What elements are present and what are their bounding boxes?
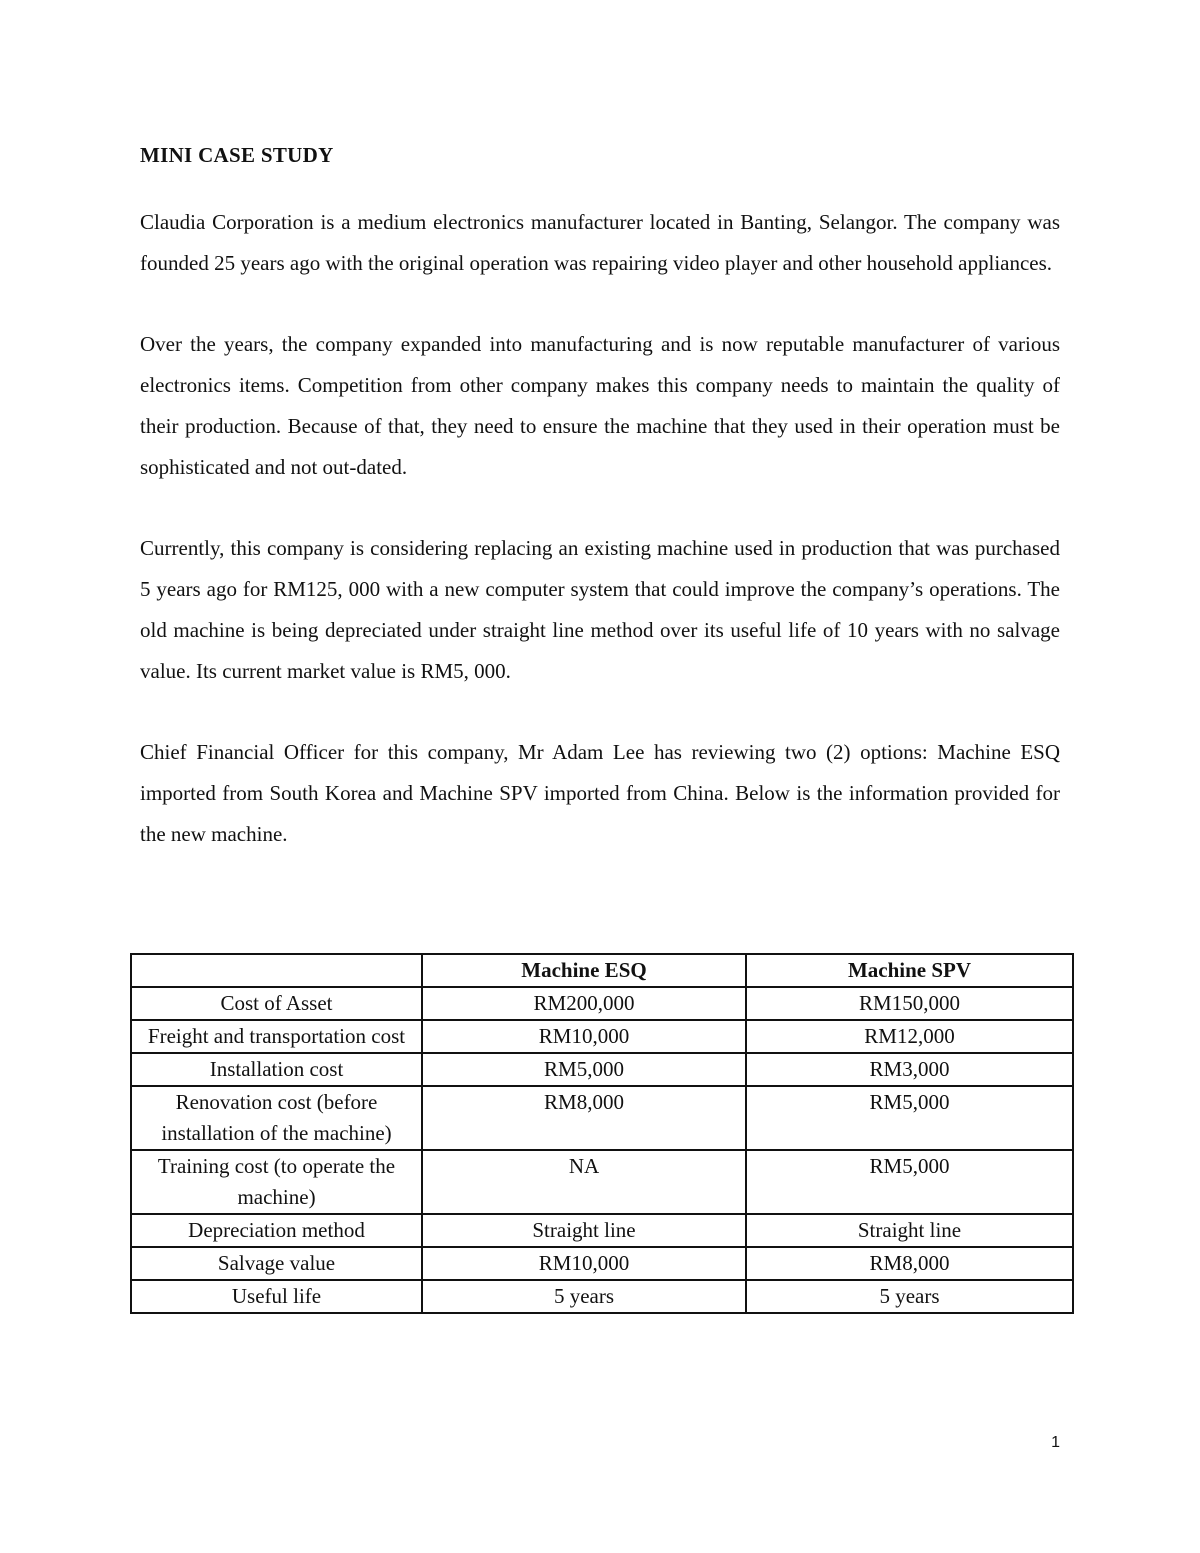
page-number: 1 — [1051, 1434, 1060, 1451]
row-label: Training cost (to operate the machine) — [131, 1150, 422, 1214]
spv-value: RM12,000 — [746, 1020, 1073, 1053]
row-label: Installation cost — [131, 1053, 422, 1086]
table-row — [131, 987, 1073, 1020]
table-row — [131, 1150, 1073, 1214]
esq-value: NA — [422, 1150, 746, 1214]
esq-value: RM5,000 — [422, 1053, 746, 1086]
esq-value: Straight line — [422, 1214, 746, 1247]
paragraph-company-growth: Over the years, the company expanded into manufacturing and is now reputable manufacturer of various electronics items. Competition from other company makes this company needs to maintain the quality of their production. Because of that, they need to ensure the machine that they used in their operation must be sophisticated and not out-dated. — [140, 332, 1060, 479]
paragraph-options: Chief Financial Officer for this company, Mr Adam Lee has reviewing two (2) options: Machine ESQ imported from South Korea and Machine SPV imported from China. Below is the information provided for the new machine. — [140, 740, 1060, 846]
table-row — [131, 1214, 1073, 1247]
spv-value: 5 years — [746, 1280, 1073, 1313]
esq-value: RM200,000 — [422, 987, 746, 1020]
esq-value: 5 years — [422, 1280, 746, 1313]
paragraph-company-intro: Claudia Corporation is a medium electronics manufacturer located in Banting, Selangor. The company was founded 25 years ago with the original operation was repairing video player and other household appliances. — [140, 210, 1060, 275]
esq-value: RM8,000 — [422, 1086, 746, 1150]
table-row — [131, 1247, 1073, 1280]
paragraph-replacement-decision: Currently, this company is considering replacing an existing machine used in production that was purchased 5 years ago for RM125, 000 with a new computer system that could improve the company’s operations. The old machine is being depreciated under straight line method over its useful life of 10 years with no salvage value. Its current market value is RM5, 000. — [140, 536, 1060, 683]
row-label: Depreciation method — [131, 1214, 422, 1247]
table-header-machine-esq: Machine ESQ — [422, 954, 746, 987]
table-row — [131, 1020, 1073, 1053]
row-label: Renovation cost (before installation of the machine) — [131, 1086, 422, 1150]
spv-value: RM5,000 — [746, 1086, 1073, 1150]
spv-value: RM150,000 — [746, 987, 1073, 1020]
spv-value: RM5,000 — [746, 1150, 1073, 1214]
esq-value: RM10,000 — [422, 1247, 746, 1280]
row-label: Salvage value — [131, 1247, 422, 1280]
document-body — [140, 138, 1060, 895]
esq-value: RM10,000 — [422, 1020, 746, 1053]
table-row — [131, 1280, 1073, 1313]
row-label: Useful life — [131, 1280, 422, 1313]
machine-comparison-table-wrapper — [130, 953, 1072, 1314]
table-header-machine-spv: Machine SPV — [746, 954, 1073, 987]
table-row — [131, 1053, 1073, 1086]
machine-comparison-table — [130, 953, 1074, 1314]
page-title: MINI CASE STUDY — [140, 143, 334, 167]
spv-value: RM3,000 — [746, 1053, 1073, 1086]
table-header-row — [131, 954, 1073, 987]
table-header-blank — [131, 954, 422, 987]
row-label: Freight and transportation cost — [131, 1020, 422, 1053]
spv-value: Straight line — [746, 1214, 1073, 1247]
row-label: Cost of Asset — [131, 987, 422, 1020]
table-row — [131, 1086, 1073, 1150]
spv-value: RM8,000 — [746, 1247, 1073, 1280]
